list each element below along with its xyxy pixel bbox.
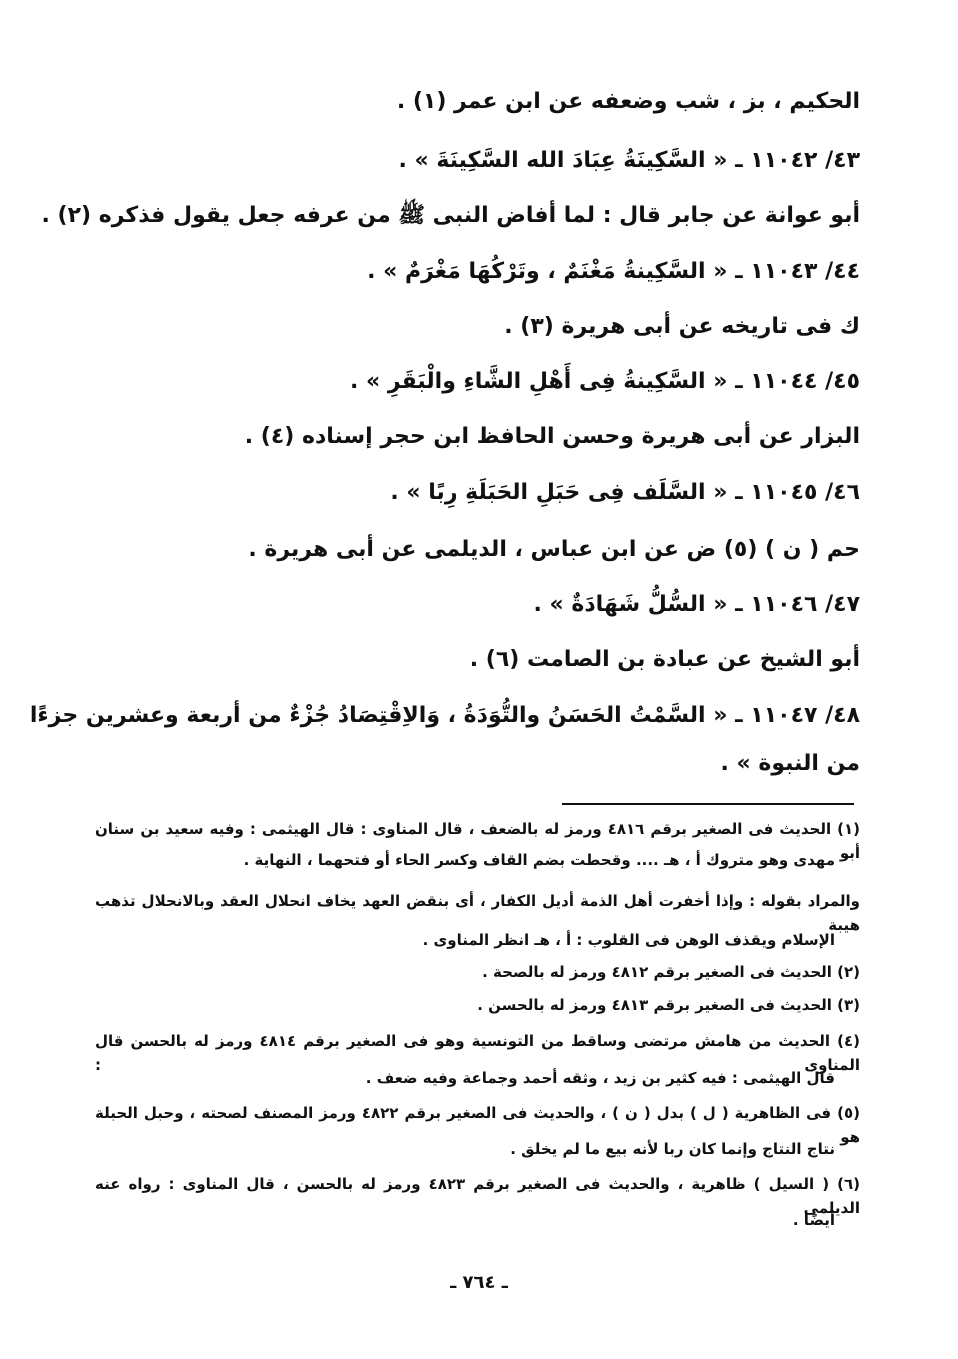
- main-text-line: البزار عن أبى هريرة وحسن الحافظ ابن حجر إسناده (٤) .: [244, 424, 860, 449]
- main-text-line: أبو عوانة عن جابر قال : لما أفاض النبى ﷺ من عرفه جعل يقول فذكره (٢) .: [41, 203, 860, 228]
- footnote-4-continuation: قال الهيثمى : فيه كثير بن زيد ، وثقه أحمد وجماعة وفيه ضعف .: [365, 1069, 835, 1087]
- footnote-5-continuation: نتاج النتاج وإنما كان ربا لأنه بيع ما لم يخلق .: [510, 1140, 835, 1158]
- hadith-entry-45: ٤٥/ ١١٠٤٤ ـ « السَّكِينةُ فِى أَهْلِ الشَّاءِ والْبَقَرِ » .: [350, 369, 860, 394]
- footnote-2: (٢) الحديث فى الصغير برقم ٤٨١٢ ورمز له بالصحة .: [482, 963, 860, 981]
- hadith-entry-48: ٤٨/ ١١٠٤٧ ـ « السَّمْتُ الحَسَنُ والتُّوَدَةُ ، وَالاِقْتِصَادُ جُزْءٌ من أربعة وعشرين جزءًا: [29, 703, 860, 728]
- footnote-note: والمراد بقوله : وإذا أخفرت أهل الذمة أديل الكفار ، أى بنقض العهد يخاف انحلال العقد وبالانحلال تذهب هيبة: [95, 892, 860, 934]
- hadith-entry-47: ٤٧/ ١١٠٤٦ ـ « السُّلُّ شَهَادَةٌ » .: [533, 592, 860, 617]
- footnote-separator: [562, 803, 854, 805]
- hadith-entry-44: ٤٤/ ١١٠٤٣ ـ « السَّكِينةُ مَغْنَمٌ ، وتَرْكُهَا مَغْرَمٌ » .: [367, 259, 860, 284]
- footnote-1: (١) الحديث فى الصغير برقم ٤٨١٦ ورمز له بالضعف ، قال المناوى : قال الهيثمى : وفيه سعيد بن سنان أبو: [95, 820, 861, 862]
- footnote-6: (٦) ( السيل ) ظاهرية ، والحديث فى الصغير برقم ٤٨٢٣ ورمز له بالحسن ، قال المناوى : رواه عنه الديلمى: [95, 1175, 860, 1217]
- hadith-entry-46: ٤٦/ ١١٠٤٥ ـ « السَّلَف فِى حَبَلِ الحَبَلَةِ رِبًا » .: [390, 480, 860, 505]
- main-text-line: الحكيم ، بز ، شب وضعفه عن ابن عمر (١) .: [396, 89, 860, 114]
- footnote-1-continuation: مهدى وهو متروك أ ، هـ .... وقحطت بضم القاف وكسر الحاء أو فتحهما ، النهاية .: [243, 851, 835, 869]
- main-text-line: من النبوة » .: [720, 751, 860, 776]
- main-text-line: أبو الشيخ عن عبادة بن الصامت (٦) .: [469, 647, 860, 672]
- footnote-6-continuation: أيضًا .: [792, 1211, 835, 1229]
- main-text-line: حم ( ن ) (٥) ض عن ابن عباس ، الديلمى عن أبى هريرة .: [248, 537, 860, 562]
- page-number: ـ ٧٦٤ ـ: [450, 1272, 508, 1293]
- footnote-5: (٥) فى الظاهرية ( ل ) بدل ( ن ) ، والحديث فى الصغير برقم ٤٨٢٢ ورمز المصنف لصحته ، وحبل الحبلة هو: [95, 1104, 860, 1146]
- footnote-4: (٤) الحديث من هامش مرتضى وساقط من التونسية وهو فى الصغير برقم ٤٨١٤ ورمز له بالحسن قال المناوى :: [95, 1032, 860, 1074]
- footnote-3: (٣) الحديث فى الصغير برقم ٤٨١٣ ورمز له بالحسن .: [477, 996, 860, 1014]
- footnote-note-continuation: الإسلام ويقذف الوهن فى القلوب : أ ، هـ انظر المناوى .: [422, 931, 835, 949]
- hadith-entry-43: ٤٣/ ١١٠٤٢ ـ « السَّكِينَةُ عِبَادَ الله السَّكِينَةَ » .: [398, 148, 860, 173]
- main-text-line: ك فى تاريخه عن أبى هريرة (٣) .: [504, 314, 860, 339]
